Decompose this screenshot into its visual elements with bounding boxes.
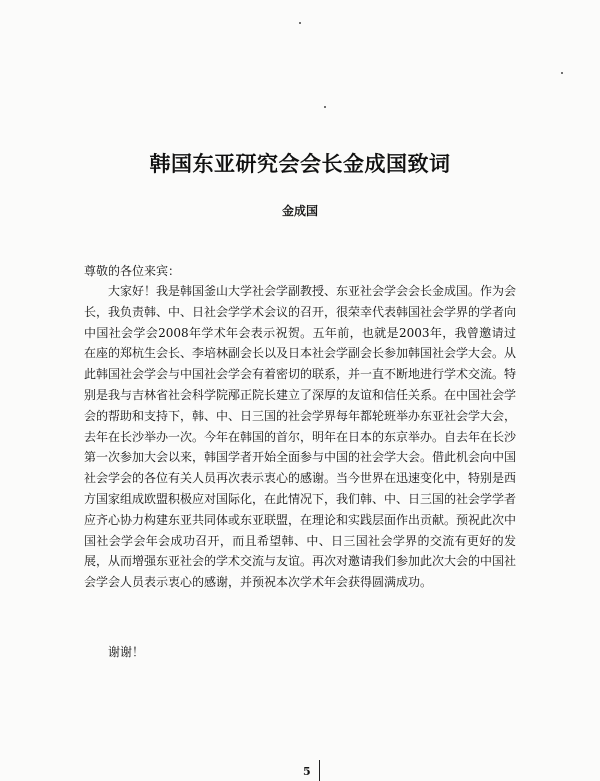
scan-speck	[324, 106, 326, 108]
author-name: 金成国	[281, 204, 318, 218]
speech-body: 大家好！我是韩国釜山大学社会学副教授、东亚社会学会会长金成国。作为会长，我负责韩、中、日社会学学术会议的召开，很荣幸代表韩国社会学界的学者向中国社会学会2008年学术年会表示祝贺。五年前，也就是2003年，我曾邀请过在座的郑杭生会长、李培林副会长以及日本社会学副会长参加韩国社会学大会。从此韩国社会学会与中国社会学会有着密切的联系，并一直不断地进行学术交流。特别是我与吉林省社会科学院邴正院长建立了深厚的友谊和信任关系。在中国社会学会的帮助和支持下，韩、中、日三国的社会学界每年都轮班举办东亚社会学大会，去年在长沙举办一次。今年在韩国的首尔，明年在日本的东京举办。自去年在长沙第一次参加大会以来，韩国学者开始全面参与中国的社会学大会。借此机会向中国社会学会的各位有关人员再次表示衷心的感谢。当今世界在迅速变化中，特别是西方国家组成欧盟积极应对国际化，在此情况下，我们韩、中、日三国的社会学学者应齐心协力构建东亚共同体或东亚联盟，在理论和实践层面作出贡献。预祝此次中国社会学会年会成功召开，而且希望韩、中、日三国社会学界的交流有更好的发展，从而增强东亚社会的学术交流与友谊。再次对邀请我们参加此次大会的中国社会学会人员表示衷心的感谢，并预祝本次学术年会获得圆满成功。	[84, 284, 517, 590]
closing-thanks: 谢谢！	[108, 645, 145, 659]
document-title: 韩国东亚研究会会长金成国致词	[149, 152, 451, 176]
page-edge-rule	[319, 760, 320, 781]
page-number: 5	[303, 765, 311, 778]
salutation: 尊敬的各位来宾：	[84, 264, 181, 278]
scan-speck	[561, 72, 563, 74]
scan-speck	[299, 22, 301, 24]
